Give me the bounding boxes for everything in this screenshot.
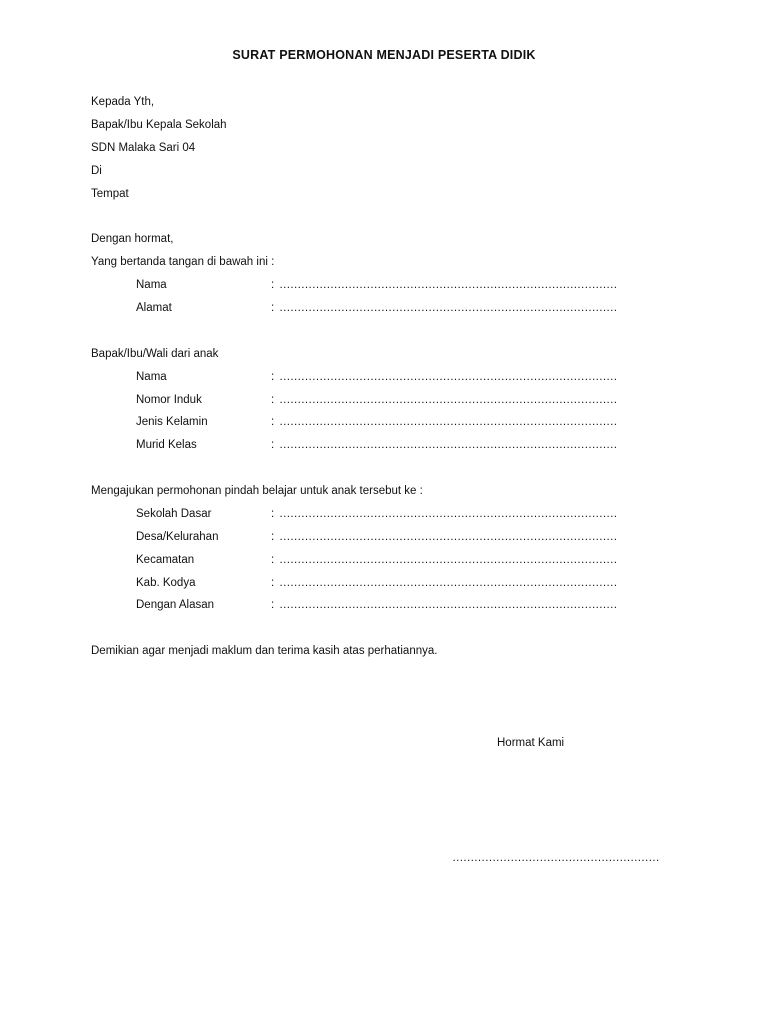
field-label: Nama	[136, 371, 167, 383]
field-blank: …………………………………………………………………………………	[279, 279, 617, 291]
field-colon: :	[271, 554, 275, 566]
field-blank: …………………………………………………………………………………	[279, 302, 617, 314]
field-colon: :	[271, 371, 275, 383]
field-label: Kab. Kodya	[136, 577, 196, 589]
greeting: Dengan hormat,	[91, 233, 174, 245]
field-blank: …………………………………………………………………………………	[279, 531, 617, 543]
signature-blank: …………………………………………………	[452, 852, 660, 864]
page-title: SURAT PERMOHONAN MENJADI PESERTA DIDIK	[232, 48, 536, 62]
field-blank: …………………………………………………………………………………	[279, 577, 617, 589]
field-blank: …………………………………………………………………………………	[279, 394, 617, 406]
field-colon: :	[271, 279, 275, 291]
address-line-3: SDN Malaka Sari 04	[91, 142, 196, 154]
closing-salutation: Hormat Kami	[497, 737, 565, 749]
field-blank: …………………………………………………………………………………	[279, 554, 617, 566]
field-colon: :	[271, 416, 275, 428]
field-blank: …………………………………………………………………………………	[279, 508, 617, 520]
field-label: Kecamatan	[136, 554, 195, 566]
field-colon: :	[271, 577, 275, 589]
field-blank: …………………………………………………………………………………	[279, 416, 617, 428]
address-line-2: Bapak/Ibu Kepala Sekolah	[91, 119, 227, 131]
address-line-4: Di	[91, 165, 102, 177]
field-label: Jenis Kelamin	[136, 416, 208, 428]
field-label: Desa/Kelurahan	[136, 531, 219, 543]
field-label: Murid Kelas	[136, 439, 197, 451]
field-blank: …………………………………………………………………………………	[279, 439, 617, 451]
field-colon: :	[271, 531, 275, 543]
address-line-5: Tempat	[91, 188, 129, 200]
field-label: Alamat	[136, 302, 172, 314]
address-line-1: Kepada Yth,	[91, 96, 155, 108]
field-colon: :	[271, 302, 275, 314]
field-colon: :	[271, 508, 275, 520]
field-colon: :	[271, 394, 275, 406]
closing-sentence: Demikian agar menjadi maklum dan terima kasih atas perhatiannya.	[91, 645, 438, 657]
field-blank: …………………………………………………………………………………	[279, 599, 617, 611]
field-label: Sekolah Dasar	[136, 508, 212, 520]
field-colon: :	[271, 439, 275, 451]
field-blank: …………………………………………………………………………………	[279, 371, 617, 383]
field-label: Nomor Induk	[136, 394, 202, 406]
parent-intro: Bapak/Ibu/Wali dari anak	[91, 348, 219, 360]
field-label: Nama	[136, 279, 167, 291]
field-colon: :	[271, 599, 275, 611]
field-label: Dengan Alasan	[136, 599, 215, 611]
request-intro: Mengajukan permohonan pindah belajar untuk anak tersebut ke :	[91, 485, 423, 497]
intro-text: Yang bertanda tangan di bawah ini :	[91, 256, 275, 268]
